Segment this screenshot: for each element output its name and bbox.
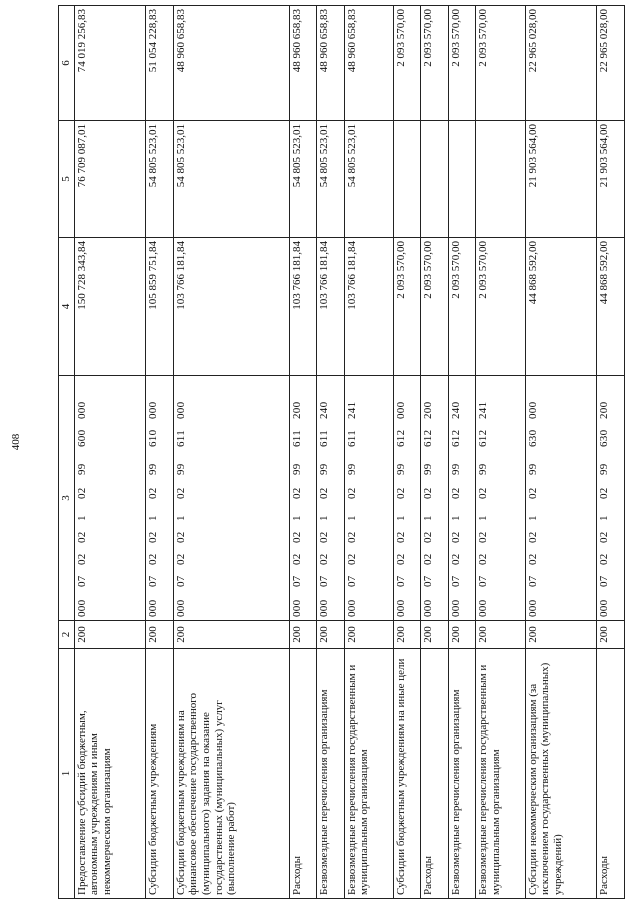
page-number: 408 [10, 433, 22, 451]
row-code: 200 [74, 621, 146, 649]
kbk-part: 07 [477, 575, 490, 587]
kbk-part: 000 [147, 599, 160, 617]
row-value-col5: 54 805 523,01 [289, 121, 316, 238]
row-kbk-code [146, 376, 173, 621]
row-value-col4: 103 766 181,84 [344, 238, 394, 376]
kbk-part: 02 [526, 553, 539, 565]
row-value-col4: 103 766 181,84 [173, 238, 289, 376]
row-value-col6: 22 965 028,00 [597, 6, 625, 121]
row-value-col4: 2 093 570,00 [421, 238, 448, 376]
kbk-part: 07 [174, 575, 187, 587]
column-number: 4 [59, 238, 75, 376]
kbk-part: 000 [174, 401, 187, 419]
kbk-part: 1 [422, 515, 435, 521]
kbk-part: 02 [318, 487, 331, 499]
row-value-col6: 48 960 658,83 [317, 6, 344, 121]
column-number: 1 [59, 649, 75, 899]
table-row [476, 6, 526, 899]
kbk-part: 1 [147, 515, 160, 521]
kbk-part: 1 [526, 515, 539, 521]
kbk-part: 02 [477, 553, 490, 565]
row-name: Безвозмездные перечисления государственным и муниципальным организациям [344, 649, 394, 899]
row-value-col6: 22 965 028,00 [525, 6, 597, 121]
kbk-part: 000 [174, 599, 187, 617]
row-value-col4: 2 093 570,00 [476, 238, 526, 376]
row-value-col5: 54 805 523,01 [146, 121, 173, 238]
kbk-part: 02 [422, 553, 435, 565]
kbk-part: 02 [75, 531, 88, 543]
kbk-part: 1 [290, 515, 303, 521]
kbk-part: 99 [449, 463, 462, 475]
kbk-part: 000 [598, 599, 611, 617]
row-value-col6: 48 960 658,83 [344, 6, 394, 121]
row-code: 200 [146, 621, 173, 649]
row-value-col6: 48 960 658,83 [173, 6, 289, 121]
row-name: Предоставление субсидий бюджетным, автономным учреждениям и иным некоммерческим организациям [74, 649, 146, 899]
kbk-part: 99 [75, 463, 88, 475]
kbk-part: 1 [318, 515, 331, 521]
kbk-part: 000 [395, 599, 408, 617]
column-number: 3 [59, 376, 75, 621]
kbk-part: 000 [290, 599, 303, 617]
kbk-part: 240 [449, 401, 462, 419]
kbk-part: 07 [395, 575, 408, 587]
row-name: Безвозмездные перечисления государственным и муниципальным организациям [476, 649, 526, 899]
row-value-col5 [394, 121, 421, 238]
kbk-part: 07 [345, 575, 358, 587]
row-code: 200 [289, 621, 316, 649]
kbk-part: 611 [174, 430, 187, 447]
row-name: Расходы [597, 649, 625, 899]
table-row [289, 6, 316, 899]
row-code: 200 [173, 621, 289, 649]
column-number: 6 [59, 6, 75, 121]
row-value-col5 [476, 121, 526, 238]
kbk-part: 000 [477, 599, 490, 617]
row-value-col6: 51 054 228,83 [146, 6, 173, 121]
kbk-part: 241 [477, 401, 490, 419]
column-number: 5 [59, 121, 75, 238]
kbk-part: 611 [290, 430, 303, 447]
kbk-part: 07 [526, 575, 539, 587]
row-value-col5: 76 709 087,01 [74, 121, 146, 238]
row-value-col4: 103 766 181,84 [289, 238, 316, 376]
column-number: 2 [59, 621, 75, 649]
table-row [597, 6, 625, 899]
kbk-part: 241 [345, 401, 358, 419]
kbk-part: 99 [174, 463, 187, 475]
row-name: Безвозмездные перечисления организациям [448, 649, 475, 899]
kbk-part: 630 [526, 429, 539, 447]
row-kbk-code [421, 376, 448, 621]
kbk-part: 02 [345, 531, 358, 543]
kbk-part: 612 [422, 429, 435, 447]
table-row [173, 6, 289, 899]
kbk-part: 02 [174, 487, 187, 499]
kbk-part: 1 [75, 515, 88, 521]
kbk-part: 02 [395, 531, 408, 543]
table-row [525, 6, 597, 899]
kbk-part: 1 [174, 515, 187, 521]
kbk-part: 02 [526, 487, 539, 499]
kbk-part: 99 [290, 463, 303, 475]
kbk-part: 07 [598, 575, 611, 587]
row-name: Безвозмездные перечисления организациям [317, 649, 344, 899]
row-value-col5: 54 805 523,01 [317, 121, 344, 238]
row-value-col6: 2 093 570,00 [394, 6, 421, 121]
kbk-part: 02 [345, 553, 358, 565]
kbk-part: 000 [75, 401, 88, 419]
kbk-part: 02 [598, 553, 611, 565]
kbk-part: 611 [318, 430, 331, 447]
kbk-part: 02 [147, 487, 160, 499]
kbk-part: 02 [290, 487, 303, 499]
row-name: Субсидии некоммерческим организациям (за исключением государственных (муниципальных) учреждений) [525, 649, 597, 899]
kbk-part: 02 [318, 553, 331, 565]
kbk-part: 02 [395, 487, 408, 499]
kbk-part: 611 [345, 430, 358, 447]
row-value-col6: 74 019 256,83 [74, 6, 146, 121]
kbk-part: 1 [395, 515, 408, 521]
kbk-part: 612 [477, 429, 490, 447]
kbk-part: 02 [598, 531, 611, 543]
row-name: Расходы [289, 649, 316, 899]
kbk-part: 02 [345, 487, 358, 499]
kbk-part: 02 [395, 553, 408, 565]
kbk-part: 000 [345, 599, 358, 617]
row-value-col4: 44 868 592,00 [525, 238, 597, 376]
row-value-col6: 2 093 570,00 [421, 6, 448, 121]
kbk-part: 240 [318, 401, 331, 419]
kbk-part: 02 [526, 531, 539, 543]
kbk-part: 99 [477, 463, 490, 475]
kbk-part: 000 [526, 401, 539, 419]
table-row [344, 6, 394, 899]
kbk-part: 000 [395, 401, 408, 419]
row-kbk-code [394, 376, 421, 621]
kbk-part: 200 [290, 401, 303, 419]
row-code: 200 [421, 621, 448, 649]
kbk-part: 99 [598, 463, 611, 475]
row-code: 200 [525, 621, 597, 649]
kbk-part: 02 [318, 531, 331, 543]
row-kbk-code [289, 376, 316, 621]
row-code: 200 [597, 621, 625, 649]
row-value-col5 [421, 121, 448, 238]
kbk-part: 07 [318, 575, 331, 587]
kbk-part: 02 [422, 531, 435, 543]
kbk-part: 610 [147, 429, 160, 447]
kbk-part: 200 [598, 401, 611, 419]
kbk-part: 612 [395, 429, 408, 447]
row-value-col4: 103 766 181,84 [317, 238, 344, 376]
kbk-part: 600 [75, 429, 88, 447]
kbk-part: 02 [449, 487, 462, 499]
table-row [448, 6, 475, 899]
column-number-row [59, 6, 75, 899]
row-value-col4: 105 859 751,84 [146, 238, 173, 376]
kbk-part: 02 [75, 487, 88, 499]
kbk-part: 02 [147, 531, 160, 543]
kbk-part: 000 [422, 599, 435, 617]
kbk-part: 02 [598, 487, 611, 499]
row-kbk-code [525, 376, 597, 621]
kbk-part: 02 [422, 487, 435, 499]
table-row [394, 6, 421, 899]
kbk-part: 02 [147, 553, 160, 565]
row-value-col4: 2 093 570,00 [394, 238, 421, 376]
row-kbk-code [344, 376, 394, 621]
row-value-col6: 48 960 658,83 [289, 6, 316, 121]
kbk-part: 02 [75, 553, 88, 565]
row-value-col5: 54 805 523,01 [344, 121, 394, 238]
row-name: Субсидии бюджетным учреждениям [146, 649, 173, 899]
kbk-part: 1 [345, 515, 358, 521]
row-value-col6: 2 093 570,00 [476, 6, 526, 121]
row-kbk-code [74, 376, 146, 621]
kbk-part: 02 [290, 531, 303, 543]
row-name: Расходы [421, 649, 448, 899]
kbk-part: 99 [318, 463, 331, 475]
kbk-part: 612 [449, 429, 462, 447]
row-code: 200 [476, 621, 526, 649]
kbk-part: 07 [75, 575, 88, 587]
kbk-part: 02 [174, 553, 187, 565]
row-kbk-code [173, 376, 289, 621]
row-value-col5 [448, 121, 475, 238]
kbk-part: 07 [290, 575, 303, 587]
kbk-part: 02 [477, 531, 490, 543]
kbk-part: 02 [449, 553, 462, 565]
kbk-part: 02 [290, 553, 303, 565]
kbk-part: 630 [598, 429, 611, 447]
kbk-part: 1 [449, 515, 462, 521]
kbk-part: 07 [449, 575, 462, 587]
row-kbk-code [597, 376, 625, 621]
row-name: Субсидии бюджетным учреждениям на иные цели [394, 649, 421, 899]
kbk-part: 99 [345, 463, 358, 475]
kbk-part: 000 [449, 599, 462, 617]
row-value-col6: 2 093 570,00 [448, 6, 475, 121]
kbk-part: 99 [422, 463, 435, 475]
budget-table [58, 5, 625, 899]
kbk-part: 000 [526, 599, 539, 617]
table-row [146, 6, 173, 899]
kbk-part: 000 [75, 599, 88, 617]
table-row [317, 6, 344, 899]
kbk-part: 200 [422, 401, 435, 419]
kbk-part: 02 [174, 531, 187, 543]
rotated-table-frame [58, 6, 625, 899]
row-value-col4: 44 868 592,00 [597, 238, 625, 376]
rotated-table-container [58, 6, 625, 899]
row-kbk-code [476, 376, 526, 621]
kbk-part: 1 [598, 515, 611, 521]
row-kbk-code [317, 376, 344, 621]
row-name: Субсидии бюджетным учреждениям на финансовое обеспечение государственного (муниципального) задания на оказание государственных (муниципальных) услуг (выполнение работ) [173, 649, 289, 899]
kbk-part: 99 [147, 463, 160, 475]
row-value-col5: 21 903 564,00 [525, 121, 597, 238]
kbk-part: 07 [422, 575, 435, 587]
kbk-part: 07 [147, 575, 160, 587]
kbk-part: 000 [318, 599, 331, 617]
kbk-part: 99 [526, 463, 539, 475]
row-code: 200 [448, 621, 475, 649]
kbk-part: 000 [147, 401, 160, 419]
row-value-col5: 21 903 564,00 [597, 121, 625, 238]
table-row [74, 6, 146, 899]
kbk-part: 99 [395, 463, 408, 475]
row-code: 200 [344, 621, 394, 649]
kbk-part: 02 [477, 487, 490, 499]
kbk-part: 02 [449, 531, 462, 543]
row-value-col4: 2 093 570,00 [448, 238, 475, 376]
row-value-col4: 150 728 343,84 [74, 238, 146, 376]
row-kbk-code [448, 376, 475, 621]
row-value-col5: 54 805 523,01 [173, 121, 289, 238]
row-code: 200 [394, 621, 421, 649]
table-row [421, 6, 448, 899]
row-code: 200 [317, 621, 344, 649]
kbk-part: 1 [477, 515, 490, 521]
